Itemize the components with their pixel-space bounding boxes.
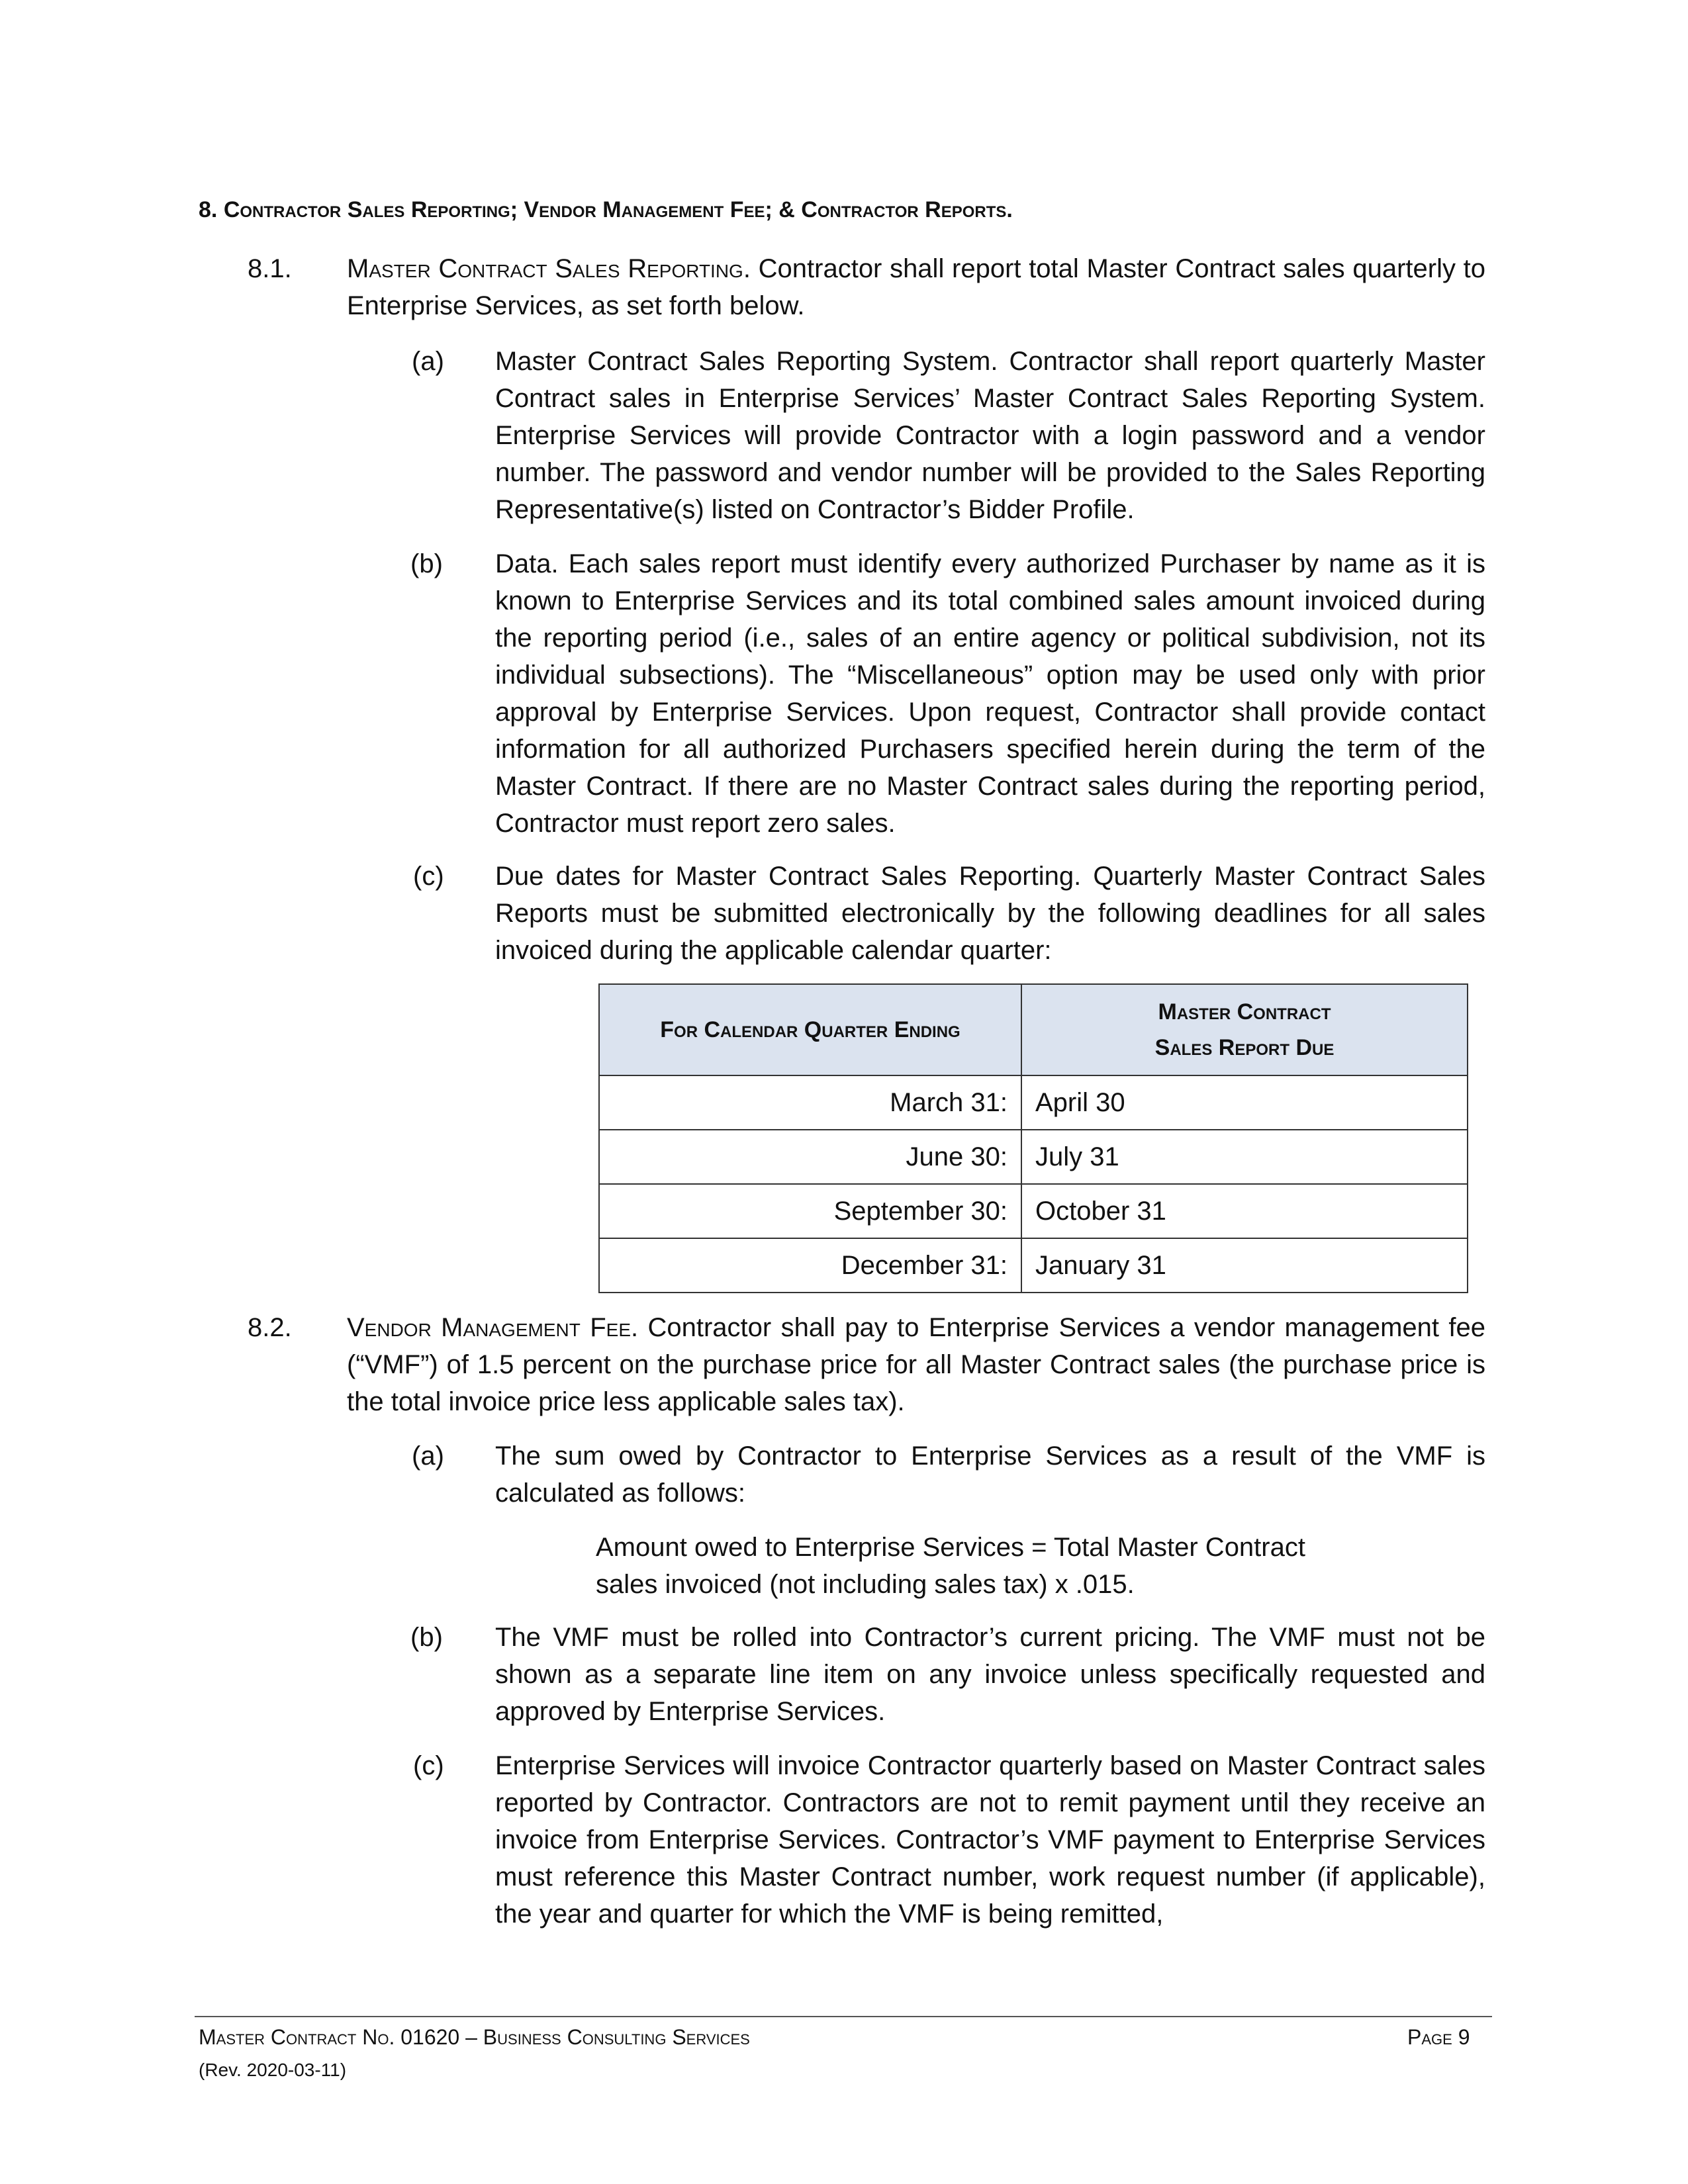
- vmf-formula: [596, 1529, 1390, 1603]
- subsection-8-1-heading: Master Contract Sales Reporting: [347, 254, 743, 283]
- vmf-item-b-label: (b): [410, 1623, 443, 1652]
- quarter-cell: September 30:: [599, 1184, 1021, 1238]
- quarter-cell: December 31:: [599, 1238, 1021, 1293]
- item-c-label: (c): [413, 862, 444, 891]
- subsection-8-2-text: [347, 1309, 1485, 1420]
- footer-divider: [195, 2016, 1492, 2017]
- item-b-label: (b): [410, 549, 443, 578]
- item-a-label: (a): [412, 347, 444, 376]
- table-header-row: [599, 984, 1468, 1075]
- due-cell: April 30: [1021, 1075, 1468, 1130]
- table-row: [599, 1130, 1468, 1184]
- quarter-cell: June 30:: [599, 1130, 1021, 1184]
- table-row: [599, 1184, 1468, 1238]
- due-cell: July 31: [1021, 1130, 1468, 1184]
- item-c-text: Due dates for Master Contract Sales Reporting. Quarterly Master Contract Sales Reports must be submitted electronically by the following deadlines for all sales invoiced during the applicable calendar quarter:: [495, 862, 1485, 965]
- vmf-item-a-text: The sum owed by Contractor to Enterprise Services as a result of the VMF is calculated as follows:: [495, 1441, 1485, 1508]
- footer-page-number: Page 9: [1407, 2025, 1470, 2049]
- subsection-8-2-body: . Contractor shall pay to Enterprise Services a vendor management fee (“VMF”) of 1.5 percent on the purchase price for all Master Contract sales (the purchase price is the total invoice price less applicable sales tax).: [347, 1313, 1485, 1416]
- section-heading: [199, 197, 1013, 223]
- item-b-text: Data. Each sales report must identify every authorized Purchaser by name as it is known to Enterprise Services and its total combined sales amount invoiced during the reporting period (i.e., sales of an entire agency or political subdivision, not its individual subsections). The “Miscellaneous” option may be used only with prior approval by Enterprise Services. Upon request, Contractor shall provide contact information for all authorized Purchasers specified herein during the term of the Master Contract. If there are no Master Contract sales during the reporting period, Contractor must report zero sales.: [495, 549, 1485, 838]
- formula-line-2: sales invoiced (not including sales tax) x .015.: [596, 1570, 1135, 1599]
- section-number: 8.: [199, 197, 218, 222]
- section-title: Contractor Sales Reporting; Vendor Management Fee; & Contractor Reports.: [223, 197, 1013, 222]
- quarter-cell: March 31:: [599, 1075, 1021, 1130]
- subsection-number-8-1: 8.1.: [248, 254, 292, 283]
- table-row: [599, 1238, 1468, 1293]
- formula-line-1: Amount owed to Enterprise Services = Total Master Contract: [596, 1533, 1305, 1562]
- header-due-line2: Sales Report Due: [1154, 1035, 1335, 1060]
- subsection-8-1-text: [347, 250, 1485, 324]
- vmf-item-a-label: (a): [412, 1441, 444, 1471]
- vmf-item-b-text: The VMF must be rolled into Contractor’s current pricing. The VMF must not be shown as a separate line item on any invoice unless specifically requested and approved by Enterprise Services.: [495, 1623, 1485, 1726]
- subsection-8-2-heading: Vendor Management Fee: [347, 1313, 631, 1342]
- due-cell: October 31: [1021, 1184, 1468, 1238]
- footer-contract-title: Master Contract No. 01620 – Business Consulting Services: [199, 2025, 750, 2049]
- subsection-8-1-body: . Contractor shall report total Master Contract sales quarterly to Enterprise Services, as set forth below.: [347, 254, 1486, 320]
- vmf-item-c-text: Enterprise Services will invoice Contractor quarterly based on Master Contract sales reported by Contractor. Contractors are not to remit payment until they receive an invoice from Enterprise Services. Contractor’s VMF payment to Enterprise Services must reference this Master Contract number, work request number (if applicable), the year and quarter for which the VMF is being remitted,: [495, 1751, 1485, 1929]
- header-quarter: For Calendar Quarter Ending: [599, 984, 1021, 1075]
- due-cell: January 31: [1021, 1238, 1468, 1293]
- header-due-line1: Master Contract: [1158, 999, 1331, 1024]
- table-row: [599, 1075, 1468, 1130]
- due-dates-table: [598, 983, 1468, 1293]
- item-a-text: Master Contract Sales Reporting System. Contractor shall report quarterly Master Contract sales in Enterprise Services’ Master Contract Sales Reporting System. Enterprise Services will provide Contractor with a login password and a vendor number. The password and vendor number will be provided to the Sales Reporting Representative(s) listed on Contractor’s Bidder Profile.: [495, 347, 1485, 524]
- header-due: [1021, 984, 1468, 1075]
- subsection-number-8-2: 8.2.: [248, 1313, 292, 1342]
- footer-revision: (Rev. 2020-03-11): [199, 2060, 347, 2080]
- vmf-item-c-label: (c): [413, 1751, 444, 1780]
